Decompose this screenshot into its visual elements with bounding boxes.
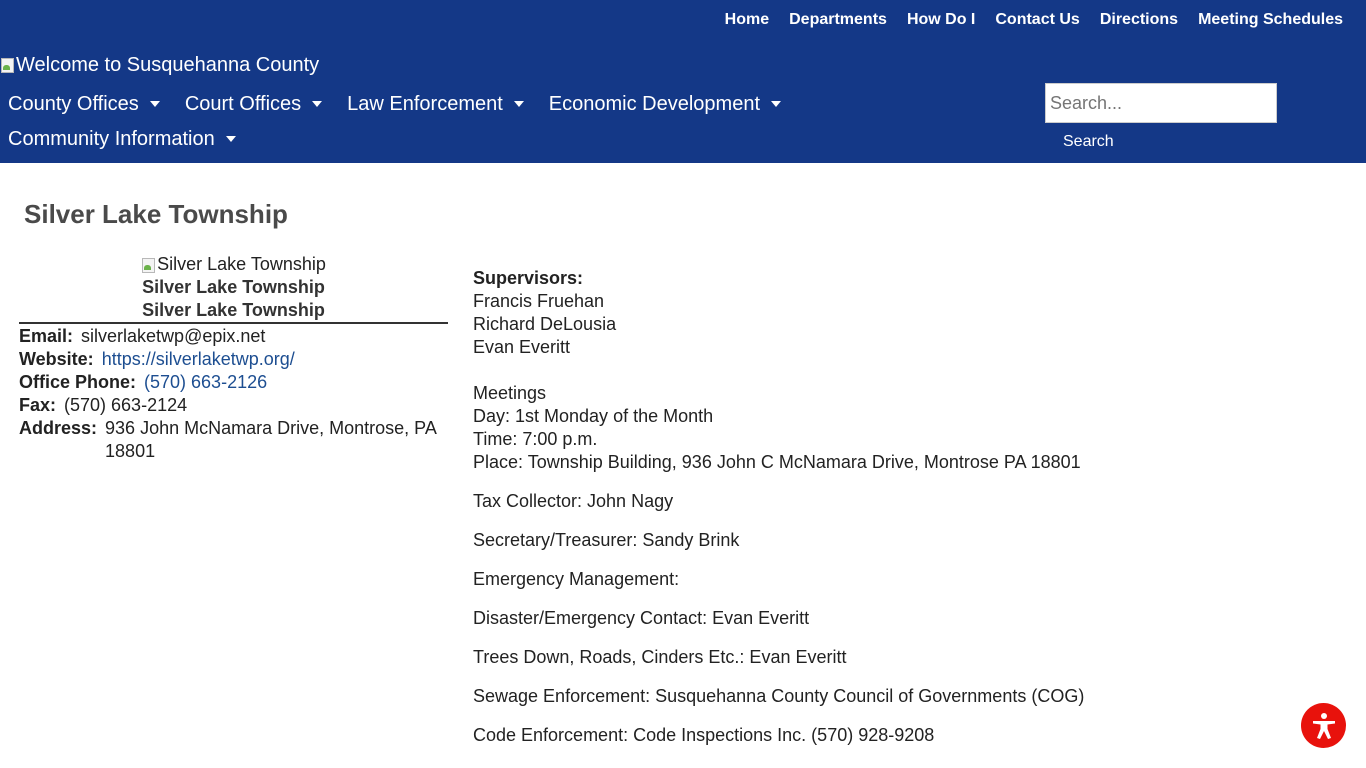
fax-value: (570) 663-2124 xyxy=(64,395,188,415)
top-nav-meeting-schedules[interactable]: Meeting Schedules xyxy=(1198,11,1343,28)
main-nav xyxy=(8,92,828,151)
supervisors-label: Supervisors: xyxy=(473,268,584,288)
divider xyxy=(19,322,448,324)
top-nav xyxy=(725,10,1343,30)
site-header xyxy=(0,0,1366,163)
top-nav-home[interactable]: Home xyxy=(724,11,770,28)
email-label: Email: xyxy=(19,326,74,346)
top-nav-departments[interactable]: Departments xyxy=(789,11,887,28)
nav-label: County Offices xyxy=(8,93,139,115)
address-label: Address: xyxy=(19,418,98,438)
fax-label: Fax: xyxy=(19,395,57,415)
township-name: Silver Lake Township xyxy=(142,277,325,297)
township-contact-card xyxy=(19,253,448,463)
township-details xyxy=(473,267,1173,763)
caret-down-icon xyxy=(312,101,322,107)
fax-row xyxy=(19,394,448,417)
secretary-treasurer: Secretary/Treasurer: Sandy Brink xyxy=(473,530,740,550)
search-input[interactable] xyxy=(1045,83,1277,123)
nav-label: Law Enforcement xyxy=(347,93,503,115)
township-name-secondary: Silver Lake Township xyxy=(142,300,325,320)
nav-county-offices[interactable] xyxy=(8,92,160,116)
top-nav-directions[interactable]: Directions xyxy=(1099,11,1179,28)
accessibility-icon xyxy=(1309,711,1339,741)
nav-community-information[interactable] xyxy=(8,127,236,151)
logo-alt-text: Welcome to Susquehanna County xyxy=(16,54,320,76)
search-button[interactable]: Search xyxy=(1063,133,1114,150)
address-line-2: 18801 xyxy=(105,441,156,461)
meetings-label: Meetings xyxy=(473,383,547,403)
nav-label: Court Offices xyxy=(184,93,302,115)
site-logo-link[interactable] xyxy=(0,53,319,77)
meeting-place: Place: Township Building, 936 John C McNamara Drive, Montrose PA 18801 xyxy=(473,452,1081,472)
tax-collector: Tax Collector: John Nagy xyxy=(473,491,674,511)
website-link[interactable]: https://silverlaketwp.org/ xyxy=(101,349,295,369)
email-value: silverlaketwp@epix.net xyxy=(81,326,266,346)
top-nav-how-do-i[interactable]: How Do I xyxy=(906,11,976,28)
nav-law-enforcement[interactable] xyxy=(347,92,524,116)
disaster-contact: Disaster/Emergency Contact: Evan Everitt xyxy=(473,608,810,628)
meeting-day: Day: 1st Monday of the Month xyxy=(473,406,714,426)
code-enforcement: Code Enforcement: Code Inspections Inc. (570) 928-9208 xyxy=(473,725,935,745)
nav-label: Community Information xyxy=(8,128,215,150)
caret-down-icon xyxy=(514,101,524,107)
township-image xyxy=(19,253,448,276)
page-title: Silver Lake Township xyxy=(24,199,288,229)
caret-down-icon xyxy=(771,101,781,107)
nav-economic-development[interactable] xyxy=(549,92,781,116)
phone-link[interactable]: (570) 663-2126 xyxy=(144,372,268,392)
supervisor-name: Richard DeLousia xyxy=(473,314,617,334)
caret-down-icon xyxy=(150,101,160,107)
phone-row xyxy=(19,371,448,394)
emergency-management: Emergency Management: xyxy=(473,569,680,589)
broken-image-icon xyxy=(0,57,14,73)
supervisor-name: Evan Everitt xyxy=(473,337,571,357)
address-line-1: 936 John McNamara Drive, Montrose, PA xyxy=(105,418,437,438)
address-row xyxy=(19,417,448,463)
broken-image-icon xyxy=(141,257,155,273)
email-row xyxy=(19,325,448,348)
trees-roads-contact: Trees Down, Roads, Cinders Etc.: Evan Everitt xyxy=(473,647,847,667)
supervisor-name: Francis Fruehan xyxy=(473,291,605,311)
image-alt-text: Silver Lake Township xyxy=(157,254,326,274)
supervisors-block xyxy=(473,267,1173,474)
nav-label: Economic Development xyxy=(548,93,761,115)
meeting-time: Time: 7:00 p.m. xyxy=(473,429,598,449)
address-value xyxy=(105,417,437,463)
nav-court-offices[interactable] xyxy=(185,92,322,116)
website-row xyxy=(19,348,448,371)
phone-label: Office Phone: xyxy=(19,372,137,392)
top-nav-contact-us[interactable]: Contact Us xyxy=(995,11,1080,28)
sewage-enforcement: Sewage Enforcement: Susquehanna County Council of Governments (COG) xyxy=(473,686,1085,706)
website-label: Website: xyxy=(19,349,94,369)
accessibility-button[interactable] xyxy=(1301,703,1346,748)
contact-info xyxy=(19,325,448,463)
card-header xyxy=(19,253,448,322)
caret-down-icon xyxy=(226,136,236,142)
